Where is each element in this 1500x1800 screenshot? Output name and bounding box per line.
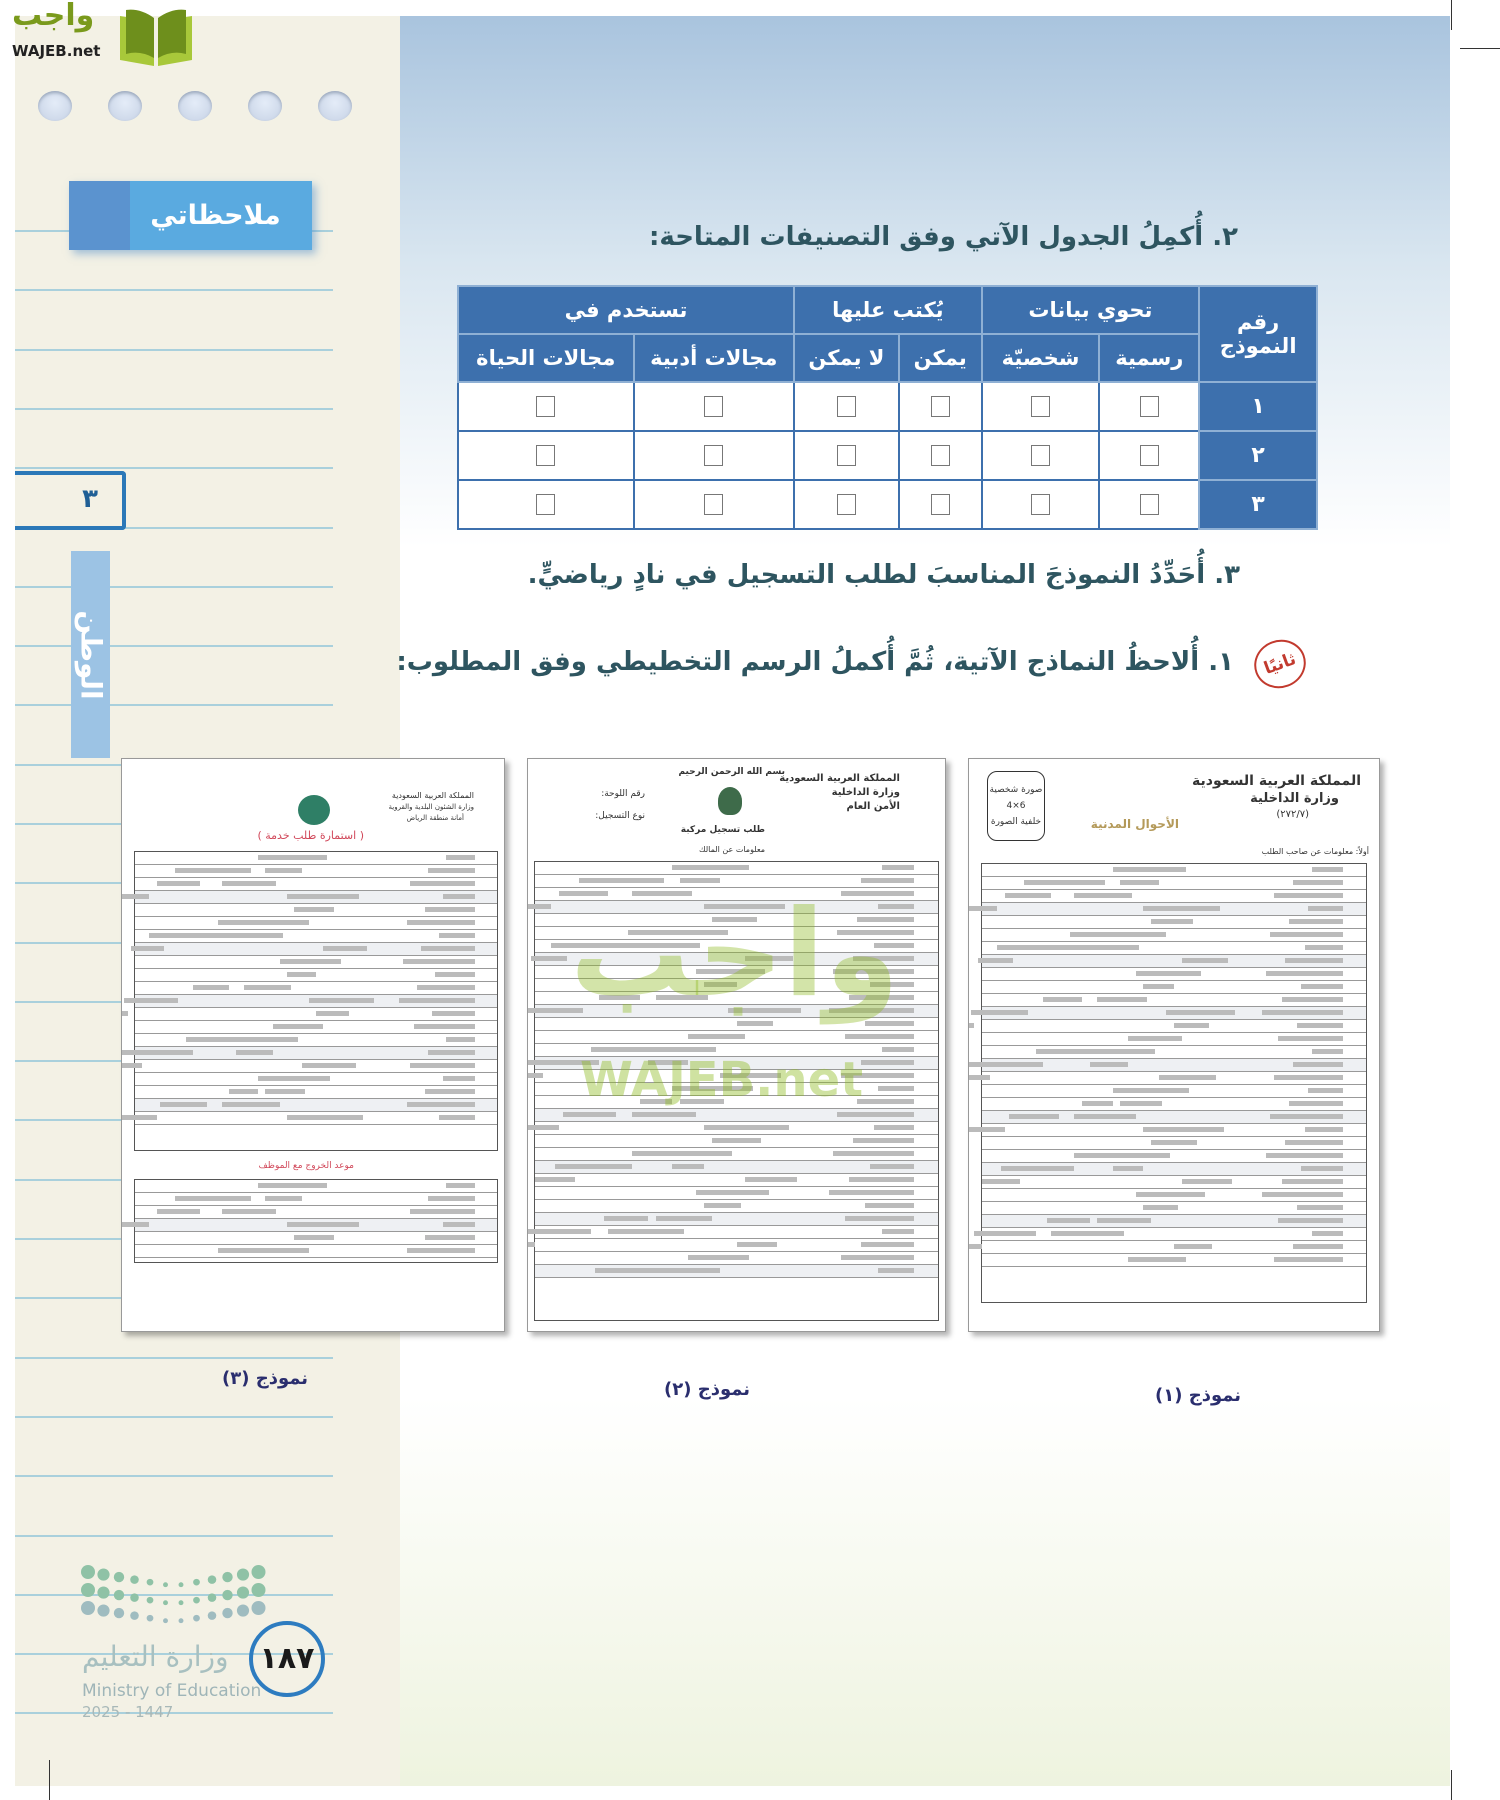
logo-dot	[163, 1600, 168, 1605]
form-field-row	[135, 917, 497, 930]
form-field-row	[982, 864, 1366, 877]
form-field-row	[535, 979, 938, 992]
form-field-row	[135, 878, 497, 891]
form2-reg-type: نوع التسجيل:	[595, 811, 645, 821]
form-field-row	[982, 1059, 1366, 1072]
form3-agency: أمانة منطقة الرياض	[406, 814, 464, 822]
form-field-row	[535, 1265, 938, 1278]
form1-kingdom: المملكة العربية السعودية	[1192, 773, 1361, 789]
checkbox[interactable]	[704, 396, 723, 417]
form1-ministry: وزارة الداخلية	[1250, 791, 1339, 806]
form-field-row	[535, 1005, 938, 1018]
form3-exit-fields	[134, 1179, 498, 1263]
unit-tab-label: الوطن	[74, 609, 107, 700]
question-1: ١. أُلاحظُ النماذج الآتية، ثُمَّ أُكملُ الرسم التخطيطي وفق المطلوب:	[396, 647, 1234, 677]
binder-hole	[248, 91, 282, 121]
form-field-row	[982, 1046, 1366, 1059]
form-field-row	[535, 1239, 938, 1252]
header-model-number: رقم النموذج	[1199, 286, 1317, 382]
table-cell	[1099, 480, 1199, 529]
form-field-row	[535, 1096, 938, 1109]
form-field-row	[982, 1072, 1366, 1085]
table-cell	[982, 480, 1100, 529]
form-1-civil-affairs[interactable]	[968, 758, 1380, 1332]
caption-model-3: نموذج (٣)	[222, 1368, 309, 1389]
binder-hole	[178, 91, 212, 121]
header-personal: شخصيّة	[982, 334, 1100, 382]
checkbox[interactable]	[1031, 494, 1050, 515]
logo-dot	[130, 1611, 139, 1620]
form-field-row	[535, 875, 938, 888]
checkbox[interactable]	[1031, 445, 1050, 466]
form-field-row	[982, 890, 1366, 903]
form-field-row	[535, 1252, 938, 1265]
watermark-latin: WAJEB.net	[580, 1052, 864, 1108]
logo-dot	[208, 1575, 217, 1584]
form-field-row	[982, 1085, 1366, 1098]
form-field-row	[982, 994, 1366, 1007]
form-field-row	[982, 942, 1366, 955]
wajeb-logo[interactable]	[8, 0, 193, 66]
form-field-row	[535, 1161, 938, 1174]
form3-fields	[134, 851, 498, 1151]
logo-dot	[97, 1586, 109, 1598]
form-field-row	[135, 1086, 497, 1099]
header-official: رسمية	[1099, 334, 1199, 382]
form-field-row	[982, 1111, 1366, 1124]
header-can: يمكن	[899, 334, 982, 382]
caption-model-1: نموذج (١)	[1155, 1385, 1242, 1406]
form-field-row	[982, 1137, 1366, 1150]
crop-mark	[1460, 48, 1500, 49]
table-cell	[634, 382, 795, 431]
table-row	[458, 480, 1317, 529]
form-field-row	[135, 969, 497, 982]
logo-latin: WAJEB.net	[12, 42, 101, 60]
form-field-row	[135, 1193, 497, 1206]
form-field-row	[982, 1241, 1366, 1254]
table-row	[458, 431, 1317, 480]
form1-agency: الأحوال المدنية	[1090, 817, 1179, 831]
ruled-line	[15, 289, 333, 291]
logo-dot	[193, 1615, 200, 1622]
table-cell	[794, 431, 899, 480]
checkbox[interactable]	[837, 396, 856, 417]
ruled-line	[15, 349, 333, 351]
unit-tab	[71, 551, 110, 758]
form-field-row	[535, 862, 938, 875]
table-cell	[458, 480, 634, 529]
form-field-row	[135, 1219, 497, 1232]
form-field-row	[135, 1112, 497, 1125]
form2-plate: رقم اللوحة:	[601, 789, 645, 799]
form-field-row	[135, 943, 497, 956]
logo-dot	[237, 1604, 249, 1616]
form2-owner-info: معلومات عن المالك	[698, 845, 765, 854]
table-row	[458, 382, 1317, 431]
form-field-row	[135, 930, 497, 943]
ruled-line	[15, 586, 333, 588]
form2-kingdom: المملكة العربية السعودية	[779, 773, 900, 784]
logo-dot	[193, 1579, 200, 1586]
logo-dot	[81, 1601, 95, 1615]
form-field-row	[135, 865, 497, 878]
table-cell	[1099, 431, 1199, 480]
checkbox[interactable]	[704, 494, 723, 515]
table-cell	[458, 382, 634, 431]
table-cell	[982, 382, 1100, 431]
form1-fields	[981, 863, 1367, 1303]
row-number: ٣	[1199, 480, 1317, 529]
form2-agency: الأمن العام	[846, 801, 900, 812]
form-field-row	[535, 940, 938, 953]
form2-title: طلب تسجيل مركبة	[680, 825, 765, 835]
form-field-row	[982, 1202, 1366, 1215]
form1-code: (٢٧٢/٧)	[1276, 809, 1309, 820]
checkbox[interactable]	[1140, 445, 1159, 466]
logo-dot	[179, 1600, 184, 1605]
form-field-row	[982, 981, 1366, 994]
binder-hole	[318, 91, 352, 121]
checkbox[interactable]	[536, 445, 555, 466]
form-field-row	[535, 1031, 938, 1044]
form-field-row	[135, 1008, 497, 1021]
form-field-row	[982, 929, 1366, 942]
table-cell	[794, 480, 899, 529]
binder-hole	[38, 91, 72, 121]
form2-basmala: بسم الله الرحمن الرحيم	[678, 767, 785, 777]
form-3-service-request[interactable]	[121, 758, 505, 1332]
form-field-row	[982, 1150, 1366, 1163]
question-3: ٣. أُحَدِّدُ النموذجَ المناسبَ لطلب التسجيل في نادٍ رياضيٍّ.	[527, 560, 1240, 590]
row-number: ١	[1199, 382, 1317, 431]
form3-kingdom: المملكة العربية السعودية	[391, 791, 474, 800]
logo-dot	[179, 1618, 184, 1623]
ruled-line	[15, 1535, 333, 1537]
logo-dot	[222, 1590, 232, 1600]
form-field-row	[982, 916, 1366, 929]
checkbox[interactable]	[931, 494, 950, 515]
unit-number: ٣	[15, 471, 126, 530]
table-cell	[899, 431, 982, 480]
form-field-row	[982, 1215, 1366, 1228]
form1-section: أولاً: معلومات عن صاحب الطلب	[1261, 847, 1369, 856]
logo-dot	[208, 1611, 217, 1620]
logo-dot	[193, 1597, 200, 1604]
header-literary: مجالات أدبية	[634, 334, 795, 382]
form-field-row	[982, 955, 1366, 968]
question-2: ٢. أُكمِلُ الجدول الآتي وفق التصنيفات المتاحة:	[649, 222, 1238, 252]
ministry-name-en: Ministry of Education	[82, 1681, 262, 1701]
table-cell	[982, 431, 1100, 480]
form-field-row	[535, 1174, 938, 1187]
form-field-row	[135, 1034, 497, 1047]
logo-dot	[81, 1565, 95, 1579]
classification-table	[457, 285, 1318, 530]
ministry-logo-icon	[80, 1562, 270, 1632]
header-writable: يُكتب عليها	[794, 286, 982, 334]
form-field-row	[535, 1213, 938, 1226]
ruled-line	[15, 1416, 333, 1418]
ruled-line	[15, 467, 333, 469]
logo-dot	[208, 1593, 217, 1602]
table-cell	[899, 382, 982, 431]
logo-dot	[252, 1565, 266, 1579]
form-field-row	[982, 877, 1366, 890]
checkbox[interactable]	[931, 396, 950, 417]
form-field-row	[535, 1122, 938, 1135]
form-field-row	[535, 914, 938, 927]
form-field-row	[135, 1099, 497, 1112]
ruled-line	[15, 1357, 333, 1359]
form-field-row	[535, 992, 938, 1005]
checkbox[interactable]	[837, 445, 856, 466]
form-2-vehicle-registration[interactable]	[527, 758, 946, 1332]
form3-subtitle: موعد الخروج مع الموظف	[258, 1161, 354, 1171]
row-number: ٢	[1199, 431, 1317, 480]
caption-model-2: نموذج (٢)	[664, 1379, 751, 1400]
logo-arabic: واجب	[12, 0, 95, 33]
form-field-row	[135, 891, 497, 904]
checkbox[interactable]	[536, 494, 555, 515]
form-field-row	[135, 1073, 497, 1086]
form-field-row	[535, 901, 938, 914]
checkbox[interactable]	[837, 494, 856, 515]
form-field-row	[535, 888, 938, 901]
logo-dot	[147, 1579, 154, 1586]
ruled-line	[15, 704, 333, 706]
edition-years: 2025 - 1447	[82, 1703, 174, 1721]
logo-dot	[252, 1601, 266, 1615]
table-cell	[634, 431, 795, 480]
form-field-row	[982, 1189, 1366, 1202]
table-cell	[1099, 382, 1199, 431]
notes-banner: ملاحظاتي	[69, 181, 312, 250]
form3-ministry: وزارة الشئون البلدية والقروية	[388, 803, 474, 811]
form-field-row	[535, 1083, 938, 1096]
form-field-row	[135, 1206, 497, 1219]
form-field-row	[982, 1007, 1366, 1020]
logo-dot	[147, 1615, 154, 1622]
table-cell	[458, 431, 634, 480]
ruled-line	[15, 408, 333, 410]
form-field-row	[135, 982, 497, 995]
header-life: مجالات الحياة	[458, 334, 634, 382]
form-field-row	[535, 1109, 938, 1122]
header-cannot: لا يمكن	[794, 334, 899, 382]
header-contains-data: تحوي بيانات	[982, 286, 1200, 334]
form-field-row	[535, 1200, 938, 1213]
logo-dot	[114, 1572, 124, 1582]
form3-title: ( استمارة طلب خدمة )	[257, 829, 364, 842]
form-field-row	[982, 1163, 1366, 1176]
form-field-row	[135, 1021, 497, 1034]
table-cell	[634, 480, 795, 529]
checkbox[interactable]	[1031, 396, 1050, 417]
ruled-line	[15, 1475, 333, 1477]
logo-dot	[237, 1568, 249, 1580]
form-field-row	[535, 1148, 938, 1161]
form2-ministry: وزارة الداخلية	[831, 787, 900, 798]
logo-dot	[81, 1583, 95, 1597]
form-field-row	[135, 956, 497, 969]
form-field-row	[982, 1124, 1366, 1137]
form-field-row	[535, 953, 938, 966]
form-field-row	[982, 1254, 1366, 1267]
logo-dot	[179, 1582, 184, 1587]
logo-dot	[252, 1583, 266, 1597]
form-field-row	[982, 1033, 1366, 1046]
form-field-row	[535, 1135, 938, 1148]
form-field-row	[982, 1176, 1366, 1189]
crop-mark	[1451, 1770, 1452, 1800]
form1-photo-box: صورة شخصية 6×4 خلفية الصورة	[987, 771, 1045, 841]
amanah-logo-icon	[298, 795, 330, 825]
form-field-row	[535, 1018, 938, 1031]
form-field-row	[535, 966, 938, 979]
crop-mark	[49, 1760, 50, 1800]
form-field-row	[135, 995, 497, 1008]
form-field-row	[135, 904, 497, 917]
form2-fields	[534, 861, 939, 1321]
ministry-name-ar: وزارة التعليم	[82, 1640, 229, 1673]
ruled-line	[15, 1712, 333, 1714]
form-field-row	[982, 1020, 1366, 1033]
binder-hole	[108, 91, 142, 121]
logo-dot	[114, 1590, 124, 1600]
form-field-row	[135, 1232, 497, 1245]
watermark: واجب	[570, 885, 900, 1024]
form-field-row	[535, 1057, 938, 1070]
form-field-row	[135, 1245, 497, 1258]
form-field-row	[135, 852, 497, 865]
form-field-row	[535, 1044, 938, 1057]
security-emblem-icon	[718, 787, 742, 815]
crop-mark	[1451, 0, 1452, 30]
logo-dot	[97, 1568, 109, 1580]
header-used-in: تستخدم في	[458, 286, 794, 334]
table-cell	[794, 382, 899, 431]
page-number: ١٨٧	[249, 1621, 325, 1697]
logo-dot	[237, 1586, 249, 1598]
checkbox[interactable]	[931, 445, 950, 466]
logo-dot	[130, 1575, 139, 1584]
section-badge: ثانيًا	[1247, 633, 1312, 696]
form-field-row	[135, 1047, 497, 1060]
checkbox[interactable]	[1140, 396, 1159, 417]
form-field-row	[982, 1098, 1366, 1111]
form-field-row	[535, 1070, 938, 1083]
form-field-row	[535, 1226, 938, 1239]
logo-dot	[222, 1572, 232, 1582]
form-field-row	[982, 968, 1366, 981]
form-field-row	[135, 1060, 497, 1073]
checkbox[interactable]	[704, 445, 723, 466]
logo-dot	[163, 1618, 168, 1623]
logo-dot	[114, 1608, 124, 1618]
checkbox[interactable]	[536, 396, 555, 417]
logo-dot	[222, 1608, 232, 1618]
checkbox[interactable]	[1140, 494, 1159, 515]
book-icon	[118, 8, 194, 66]
form-field-row	[135, 1180, 497, 1193]
ruled-line	[15, 645, 333, 647]
logo-dot	[147, 1597, 154, 1604]
form-field-row	[535, 1187, 938, 1200]
logo-dot	[130, 1593, 139, 1602]
logo-dot	[97, 1604, 109, 1616]
logo-dot	[163, 1582, 168, 1587]
form-field-row	[982, 1228, 1366, 1241]
table-cell	[899, 480, 982, 529]
form-field-row	[535, 927, 938, 940]
form-field-row	[982, 903, 1366, 916]
